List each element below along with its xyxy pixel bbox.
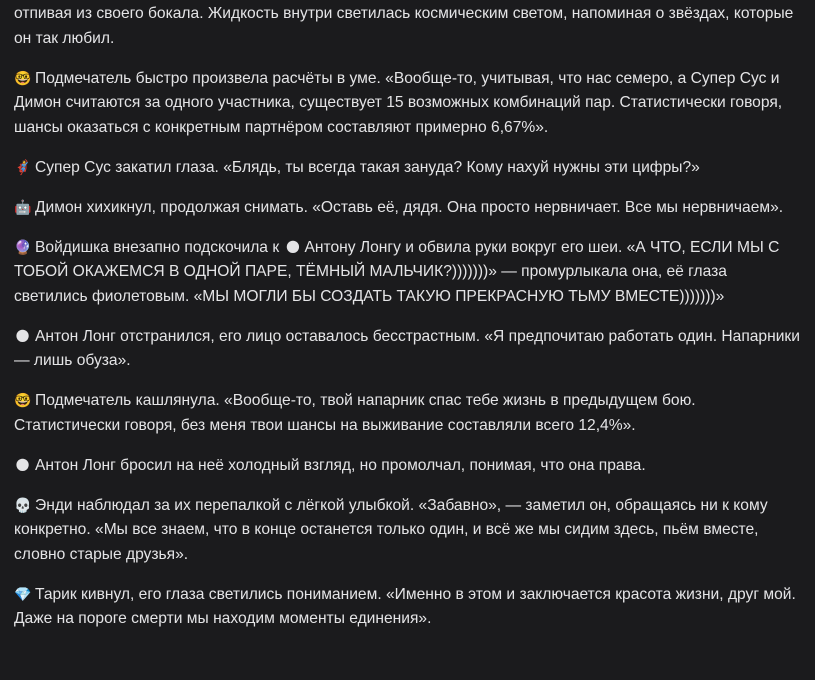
gem-icon: 💎 [14, 586, 32, 603]
paragraph-9 [14, 494, 801, 568]
paragraph-6 [14, 325, 801, 374]
skull-icon: 💀 [14, 497, 32, 514]
paragraph-text: Антон Лонг отстранился, его лицо оставалось бесстрастным. «Я предпочитаю работать один. Напарники — лишь обуза». [14, 327, 800, 369]
paragraph-text: Подмечатель кашлянула. «Вообще-то, твой напарник спас тебе жизнь в предыдущем бою. Статистически говоря, без меня твои шансы на выживание составляли всего 12,4%». [14, 392, 696, 434]
paragraph-8 [14, 454, 801, 479]
paragraph-4 [14, 196, 801, 221]
paragraph-text: Димон хихикнул, продолжая снимать. «Оставь её, дядя. Она просто нервничает. Все мы нервничаем». [35, 198, 784, 216]
paragraph-1 [14, 2, 801, 51]
paragraph-text: Подмечатель быстро произвела расчёты в уме. «Вообще-то, учитывая, что нас семеро, а Супер Сус и Димон считаются за одного участника, существует 15 возможных комбинаций пар. Статистически говоря, шансы оказаться с конкретным партнёром составляют примерно 6,67%». [14, 69, 783, 136]
paragraph-text: Супер Сус закатил глаза. «Блядь, ты всегда такая зануда? Кому нахуй нужны эти цифры?» [35, 158, 700, 176]
paragraph-text: Антон Лонг бросил на неё холодный взгляд, но промолчал, понимая, что она права. [35, 456, 646, 474]
new-moon-icon: 🌑 [285, 239, 301, 256]
paragraph-text: Тарик кивнул, его глаза светились пониманием. «Именно в этом и заключается красота жизни, друг мой. Даже на пороге смерти мы находим моменты единения». [14, 585, 796, 627]
paragraph-text: Энди наблюдал за их перепалкой с лёгкой улыбкой. «Забавно», — заметил он, обращаясь ни к кому конкретно. «Мы все знаем, что в конце останется только один, и всё же мы сидим здесь, пьём вместе, словно старые друзья». [14, 496, 768, 563]
paragraph-2 [14, 67, 801, 141]
paragraph-5 [14, 236, 801, 310]
nerd-face-icon: 🤓 [14, 70, 32, 87]
paragraph-3 [14, 156, 801, 181]
crystal-ball-icon: 🔮 [14, 239, 32, 256]
paragraph-text: отпивая из своего бокала. Жидкость внутри светилась космическим светом, напоминая о звёздах, которые он так любил. [14, 5, 794, 47]
new-moon-icon: 🌑 [15, 328, 30, 345]
new-moon-icon: 🌑 [15, 457, 30, 474]
nerd-face-icon: 🤓 [14, 393, 32, 409]
paragraph-text-before: Войдишка внезапно подскочила к [35, 238, 280, 256]
superhero-icon: 🦸 [14, 159, 32, 176]
paragraph-10 [14, 583, 801, 632]
robot-icon: 🤖 [14, 199, 32, 216]
paragraph-7 [14, 389, 801, 438]
paragraph-text: Антону Лонгу и обвила руки вокруг его шеи. «А ЧТО, ЕСЛИ МЫ С ТОБОЙ ОКАЖЕМСЯ В ОДНОЙ ПАРЕ, ТЁМНЫЙ МАЛЬЧИК?)))))))» — промурлыкала она, её глаза светились фиолетовым. «МЫ МОГЛИ БЫ СОЗДАТЬ ТАКУЮ ПРЕКРАСНУЮ ТЬМУ ВМЕСТЕ)))))))» [14, 238, 780, 305]
